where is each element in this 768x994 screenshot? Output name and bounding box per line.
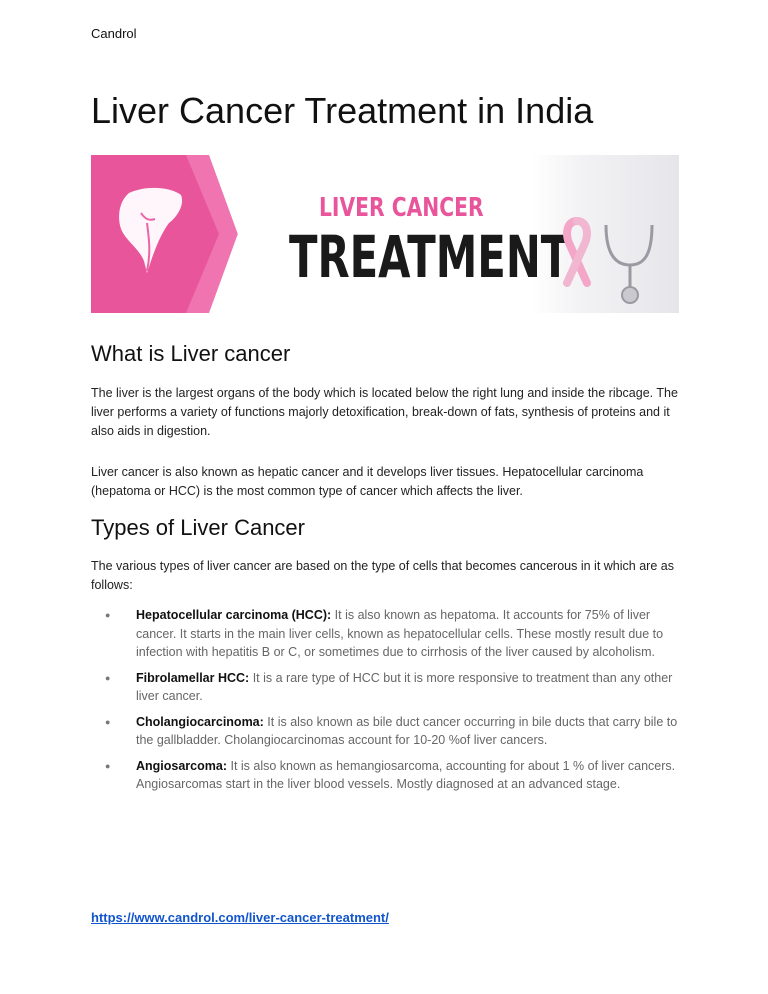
site-name-header: Candrol [91, 26, 137, 41]
list-item [101, 713, 681, 750]
bullet-icon: ● [105, 610, 111, 620]
list-item-text: It is also known as hemangiosarcoma, accounting for about 1 % of liver cancers. Angiosarcomas start in the liver blood vessels. Mostly diagnosed at an advanced stage. [136, 758, 676, 791]
bullet-icon: ● [105, 716, 111, 727]
stethoscope-icon [596, 225, 666, 305]
paragraph-hepatic-cancer: Liver cancer is also known as hepatic cancer and it develops liver tissues. Hepatocellular carcinoma (hepatoma or HCC) is the most common type of cancer which affects the liver. [91, 465, 644, 498]
list-item-text: It is also known as hepatoma. It accounts for 75% of liver cancer. It starts in the main liver cells, known as hepatocellular cells. These mostly result due to infection with hepatitis B or C, or sometimes due to cirrhosis of the liver caused by alcoholism. [136, 608, 664, 659]
list-item-term: Fibrolamellar HCC: [136, 670, 250, 685]
list-item [101, 606, 681, 662]
bullet-icon: ● [105, 672, 111, 683]
list-item-term: Hepatocellular carcinoma (HCC): [136, 608, 332, 622]
list-item-term: Angiosarcoma: [136, 758, 227, 773]
paragraph-types-intro: The various types of liver cancer are based on the type of cells that becomes cancerous in it which are as follows: [91, 559, 674, 592]
list-item [101, 669, 681, 706]
paragraph-liver-description: The liver is the largest organs of the body which is located below the right lung and inside the ribcage. The liver performs a variety of functions majorly detoxification, break-down of fats, synthesis of proteins and it also aids in digestion. [91, 386, 678, 438]
section-heading-what-is: What is Liver cancer [91, 341, 291, 366]
page-title: Liver Cancer Treatment in India [91, 90, 594, 131]
pink-ribbon-icon [559, 217, 595, 287]
list-item [101, 757, 681, 794]
list-item-term: Cholangiocarcinoma: [136, 714, 264, 729]
list-item-text: It is also known as bile duct cancer occurring in bile ducts that carry bile to the gallbladder. Cholangiocarcinomas account for 10-20 %of liver cancers. [136, 714, 678, 747]
banner-line1: LIVER CANCER [319, 193, 484, 223]
banner-image [91, 155, 679, 313]
liver-icon [111, 183, 191, 278]
source-link[interactable]: https://www.candrol.com/liver-cancer-treatment/ [91, 910, 389, 925]
section-heading-types: Types of Liver Cancer [91, 515, 305, 540]
list-item-text: It is a rare type of HCC but it is more responsive to treatment than any other liver cancer. [136, 670, 673, 703]
cancer-types-list [101, 606, 681, 801]
bullet-icon: ● [105, 760, 111, 771]
banner-line2: TREATMENT [289, 223, 570, 291]
